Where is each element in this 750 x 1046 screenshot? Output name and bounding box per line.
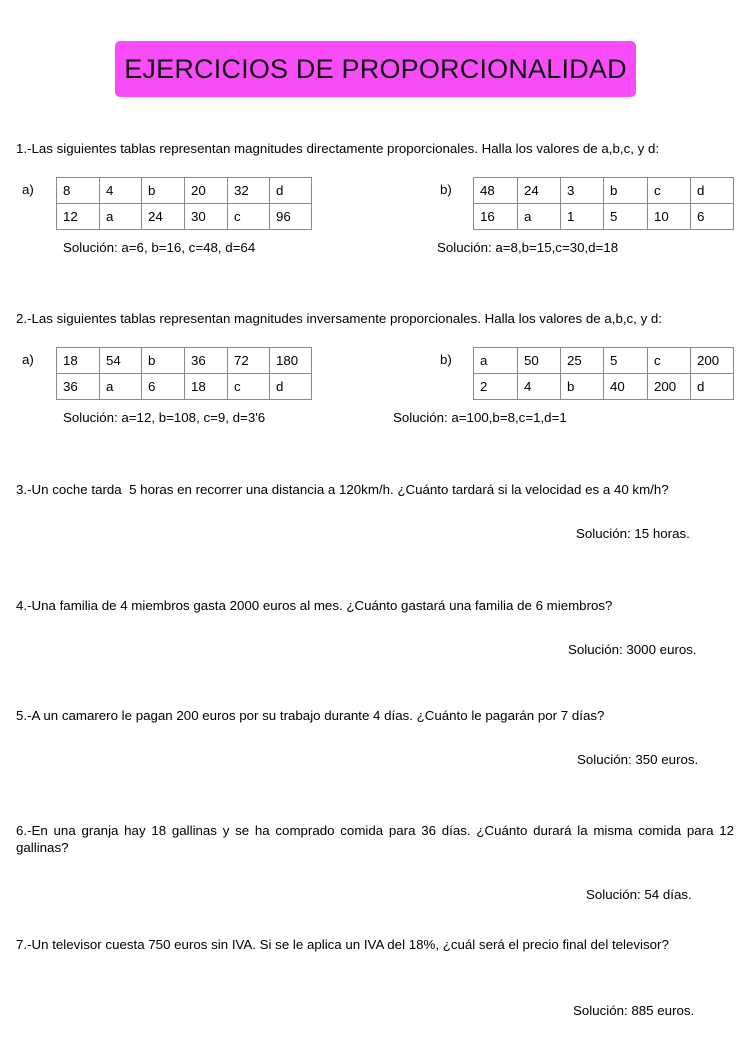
table-cell: 10 [648,204,691,230]
exercise-1-statement: 1.-Las siguientes tablas representan magnitudes directamente proporcionales. Halla los valores de a,b,c, y d: [16,141,660,156]
exercise-7-solution: Solución: 885 euros. [573,1003,695,1018]
exercise-4-statement: 4.-Una familia de 4 miembros gasta 2000 euros al mes. ¿Cuánto gastará una familia de 6 miembros? [16,598,613,613]
table-cell: d [270,178,312,204]
table-cell: 24 [142,204,185,230]
exercise-1-table-a [56,177,312,230]
table-cell: a [100,374,142,400]
table-row [474,204,734,230]
exercise-3-statement: 3.-Un coche tarda 5 horas en recorrer una distancia a 120km/h. ¿Cuánto tardará si la velocidad es a 40 km/h? [16,482,669,497]
table-cell: 180 [270,348,312,374]
table-row [474,178,734,204]
table-cell: 48 [474,178,518,204]
table-cell: a [518,204,561,230]
table-cell: 5 [604,348,648,374]
page-title: EJERCICIOS DE PROPORCIONALIDAD [124,53,627,84]
table-cell: b [561,374,604,400]
table-row [474,374,734,400]
table-cell: 30 [185,204,228,230]
table-cell: 50 [518,348,561,374]
table-cell: 200 [648,374,691,400]
table-cell: 36 [57,374,100,400]
table-cell: 72 [228,348,270,374]
exercise-4-solution: Solución: 3000 euros. [568,642,697,657]
table-cell: d [270,374,312,400]
table-cell: 6 [691,204,734,230]
table-cell: b [142,348,185,374]
table-cell: 16 [474,204,518,230]
table-cell: c [228,374,270,400]
exercise-1-table-b-label: b) [440,182,452,197]
table-cell: 25 [561,348,604,374]
table-cell: 36 [185,348,228,374]
table-cell: d [691,178,734,204]
exercise-6-solution: Solución: 54 días. [586,887,692,902]
exercise-3-solution: Solución: 15 horas. [576,526,690,541]
table-cell: 12 [57,204,100,230]
table-cell: 3 [561,178,604,204]
table-cell: 32 [228,178,270,204]
table-cell: 5 [604,204,648,230]
exercise-2-statement: 2.-Las siguientes tablas representan magnitudes inversamente proporcionales. Halla los valores de a,b,c, y d: [16,311,662,326]
table-cell: 8 [57,178,100,204]
table-cell: b [142,178,185,204]
exercise-2-table-b [473,347,734,400]
table-cell: 24 [518,178,561,204]
table-cell: 18 [57,348,100,374]
exercise-2-table-b-label: b) [440,352,452,367]
table-cell: c [648,348,691,374]
table-cell: a [100,204,142,230]
table-cell: 1 [561,204,604,230]
table-cell: a [474,348,518,374]
exercise-6-statement: 6.-En una granja hay 18 gallinas y se ha comprado comida para 36 días. ¿Cuánto durará la misma comida para 12 gallinas? [16,823,734,855]
table-row [57,348,312,374]
exercise-2-table-a [56,347,312,400]
table-cell: 54 [100,348,142,374]
exercise-1-solution-a: Solución: a=6, b=16, c=48, d=64 [63,240,256,255]
title-banner [115,41,636,97]
exercise-1-table-a-label: a) [22,182,34,197]
table-cell: 4 [518,374,561,400]
exercise-2-table-a-label: a) [22,352,34,367]
table-row [57,374,312,400]
table-cell: c [228,204,270,230]
table-cell: 6 [142,374,185,400]
exercise-5-statement: 5.-A un camarero le pagan 200 euros por su trabajo durante 4 días. ¿Cuánto le pagarán por 7 días? [16,708,605,723]
exercise-5-solution: Solución: 350 euros. [577,752,699,767]
table-cell: b [604,178,648,204]
exercise-1-table-b [473,177,734,230]
table-cell: 18 [185,374,228,400]
table-cell: d [691,374,734,400]
table-cell: 20 [185,178,228,204]
exercise-7-statement: 7.-Un televisor cuesta 750 euros sin IVA. Si se le aplica un IVA del 18%, ¿cuál será el precio final del televisor? [16,937,669,952]
table-cell: c [648,178,691,204]
table-row [57,204,312,230]
table-cell: 96 [270,204,312,230]
table-cell: 4 [100,178,142,204]
exercise-2-solution-b: Solución: a=100,b=8,c=1,d=1 [393,410,567,425]
exercise-1-solution-b: Solución: a=8,b=15,c=30,d=18 [437,240,619,255]
table-cell: 2 [474,374,518,400]
table-cell: 40 [604,374,648,400]
table-cell: 200 [691,348,734,374]
table-row [57,178,312,204]
exercise-2-solution-a: Solución: a=12, b=108, c=9, d=3'6 [63,410,266,425]
table-row [474,348,734,374]
